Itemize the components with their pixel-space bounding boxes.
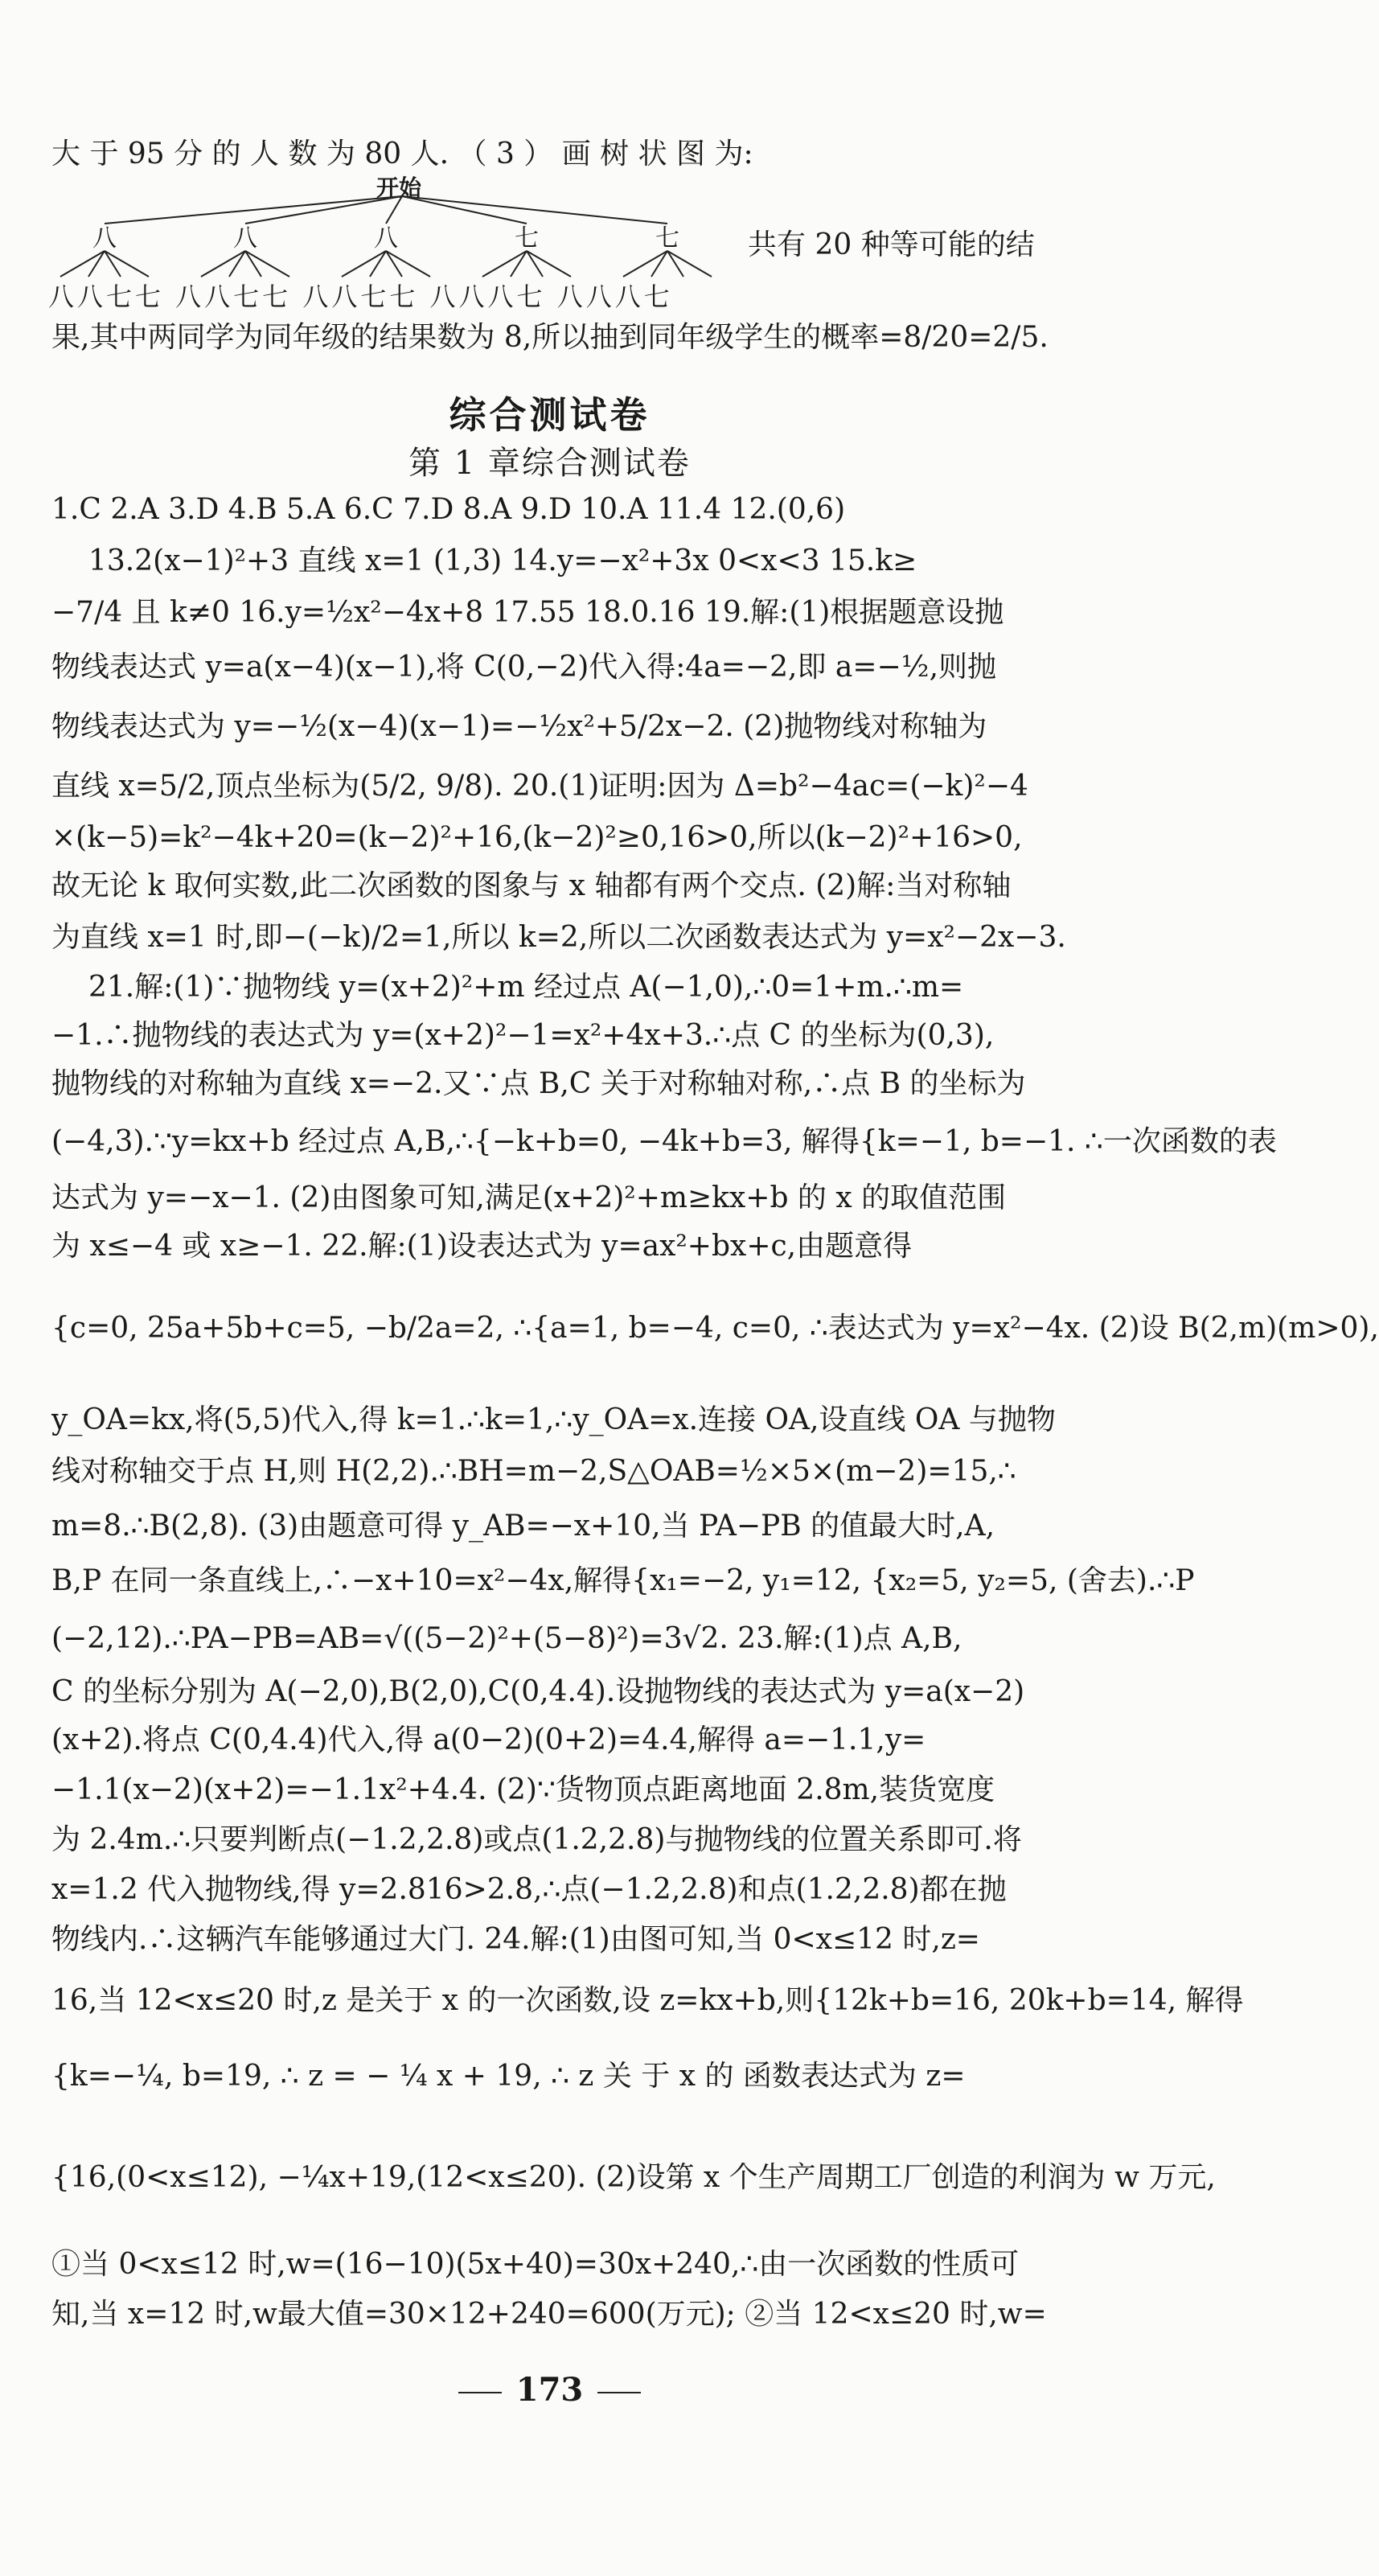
tree-level1-node: 七 <box>515 224 539 253</box>
answer-line: (x+2).将点 C(0,4.4)代入,得 a(0−2)(0+2)=4.4,解得 a=−1.1,y= <box>51 1723 926 1756</box>
answer-line: 为 2.4m.∴只要判断点(−1.2,2.8)或点(1.2,2.8)与抛物线的位置关系即可.将 <box>51 1823 1022 1856</box>
answer-line: y_OA=kx,将(5,5)代入,得 k=1.∴k=1,∴y_OA=x.连接 OA,设直线 OA 与抛物 <box>51 1403 1056 1436</box>
answer-line: 物线内.∴这辆汽车能够通过大门. 24.解:(1)由图可知,当 0<x≤12 时,z= <box>51 1923 980 1956</box>
answer-line: C 的坐标分别为 A(−2,0),B(2,0),C(0,4.4).设抛物线的表达式为 y=a(x−2) <box>51 1675 1025 1708</box>
answer-line: 故无论 k 取何实数,此二次函数的图象与 x 轴都有两个交点. (2)解:当对称轴 <box>51 869 1012 902</box>
tree-level1-node: 七 <box>655 224 679 253</box>
answer-line: 抛物线的对称轴为直线 x=−2.又∵点 B,C 关于对称轴对称,∴点 B 的坐标为 <box>51 1067 1026 1100</box>
answer-line: 21.解:(1)∵抛物线 y=(x+2)²+m 经过点 A(−1,0),∴0=1+m.∴m= <box>88 971 964 1004</box>
intro-line-2: 果,其中两同学为同年级的结果数为 8,所以抽到同年级学生的概率=8/20=2/5. <box>51 321 1049 354</box>
tree-level1-node: 八 <box>233 224 257 253</box>
tree-root-label: 开始 <box>376 175 422 201</box>
answer-line: −7/4 且 k≠0 16.y=½x²−4x+8 17.55 18.0.16 19.解:(1)根据题意设抛 <box>51 596 1004 629</box>
answer-line: B,P 在同一条直线上,∴−x+10=x²−4x,解得{x₁=−2, y₁=12, {x₂=5, y₂=5, (舍去).∴P <box>51 1564 1195 1597</box>
answer-line: 1.C 2.A 3.D 4.B 5.A 6.C 7.D 8.A 9.D 10.A 11.4 12.(0,6) <box>51 493 846 526</box>
answer-line: 16,当 12<x≤20 时,z 是关于 x 的一次函数,设 z=kx+b,则{12k+b=16, 20k+b=14, 解得 <box>51 1984 1244 2017</box>
tree-level1-node: 八 <box>92 224 117 253</box>
intro-line-1: 大 于 95 分 的 人 数 为 80 人. （ 3 ） 画 树 状 图 为: <box>51 138 753 171</box>
tree-note: 共有 20 种等可能的结 <box>748 228 1035 261</box>
answer-line: 为直线 x=1 时,即−(−k)/2=1,所以 k=2,所以二次函数表达式为 y=x²−2x−3. <box>51 921 1066 954</box>
answer-line: 为 x≤−4 或 x≥−1. 22.解:(1)设表达式为 y=ax²+bx+c,由题意得 <box>51 1230 913 1263</box>
answer-line: ×(k−5)=k²−4k+20=(k−2)²+16,(k−2)²≥0,16>0,所以(k−2)²+16>0, <box>51 821 1023 854</box>
answer-line: {c=0, 25a+5b+c=5, −b/2a=2, ∴{a=1, b=−4, c=0, ∴表达式为 y=x²−4x. (2)设 B(2,m)(m>0), <box>51 1312 1379 1345</box>
tree-leaf-row: 八八七七 八八七七 八八七七 八八八七 八八八七 <box>48 281 673 312</box>
answer-line: −1.∴抛物线的表达式为 y=(x+2)²−1=x²+4x+3.∴点 C 的坐标为(0,3), <box>51 1019 995 1052</box>
answer-line: 物线表达式为 y=−½(x−4)(x−1)=−½x²+5/2x−2. (2)抛物线对称轴为 <box>51 710 987 743</box>
tree-diagram-lines <box>48 193 756 281</box>
answer-line: −1.1(x−2)(x+2)=−1.1x²+4.4. (2)∵货物顶点距离地面 2.8m,装货宽度 <box>51 1773 995 1806</box>
answer-line: (−2,12).∴PA−PB=AB=√((5−2)²+(5−8)²)=3√2. 23.解:(1)点 A,B, <box>51 1622 962 1655</box>
answer-line: {16,(0<x≤12), −¼x+19,(12<x≤20). (2)设第 x 个生产周期工厂创造的利润为 w 万元, <box>51 2161 1216 2194</box>
answer-line: x=1.2 代入抛物线,得 y=2.816>2.8,∴点(−1.2,2.8)和点(1.2,2.8)都在抛 <box>51 1873 1007 1906</box>
answer-line: 直线 x=5/2,顶点坐标为(5/2, 9/8). 20.(1)证明:因为 Δ=b²−4ac=(−k)²−4 <box>51 770 1028 803</box>
answer-line: 物线表达式 y=a(x−4)(x−1),将 C(0,−2)代入得:4a=−2,即 a=−½,则抛 <box>51 651 997 684</box>
answer-line: 知,当 x=12 时,w最大值=30×12+240=600(万元); ②当 12<x≤20 时,w= <box>51 2298 1047 2331</box>
answer-line: {k=−¼, b=19, ∴ z = − ¼ x + 19, ∴ z 关 于 x 的 函数表达式为 z= <box>51 2060 966 2093</box>
answer-line: 13.2(x−1)²+3 直线 x=1 (1,3) 14.y=−x²+3x 0<x<3 15.k≥ <box>88 544 917 577</box>
answer-line: ①当 0<x≤12 时,w=(16−10)(5x+40)=30x+240,∴由一次函数的性质可 <box>51 2248 1020 2281</box>
answer-line: 达式为 y=−x−1. (2)由图象可知,满足(x+2)²+m≥kx+b 的 x 的取值范围 <box>51 1181 1007 1214</box>
answer-line: m=8.∴B(2,8). (3)由题意可得 y_AB=−x+10,当 PA−PB 的值最大时,A, <box>51 1510 995 1543</box>
chapter-title: 第 1 章综合测试卷 <box>408 445 691 482</box>
tree-level1-node: 八 <box>374 224 398 253</box>
section-title: 综合测试卷 <box>449 393 651 437</box>
page-number: 173 <box>0 2371 1099 2409</box>
answer-line: 线对称轴交于点 H,则 H(2,2).∴BH=m−2,S△OAB=½×5×(m−2)=15,∴ <box>51 1455 1016 1488</box>
answer-line: (−4,3).∵y=kx+b 经过点 A,B,∴{−k+b=0, −4k+b=3, 解得{k=−1, b=−1. ∴一次函数的表 <box>51 1125 1277 1158</box>
